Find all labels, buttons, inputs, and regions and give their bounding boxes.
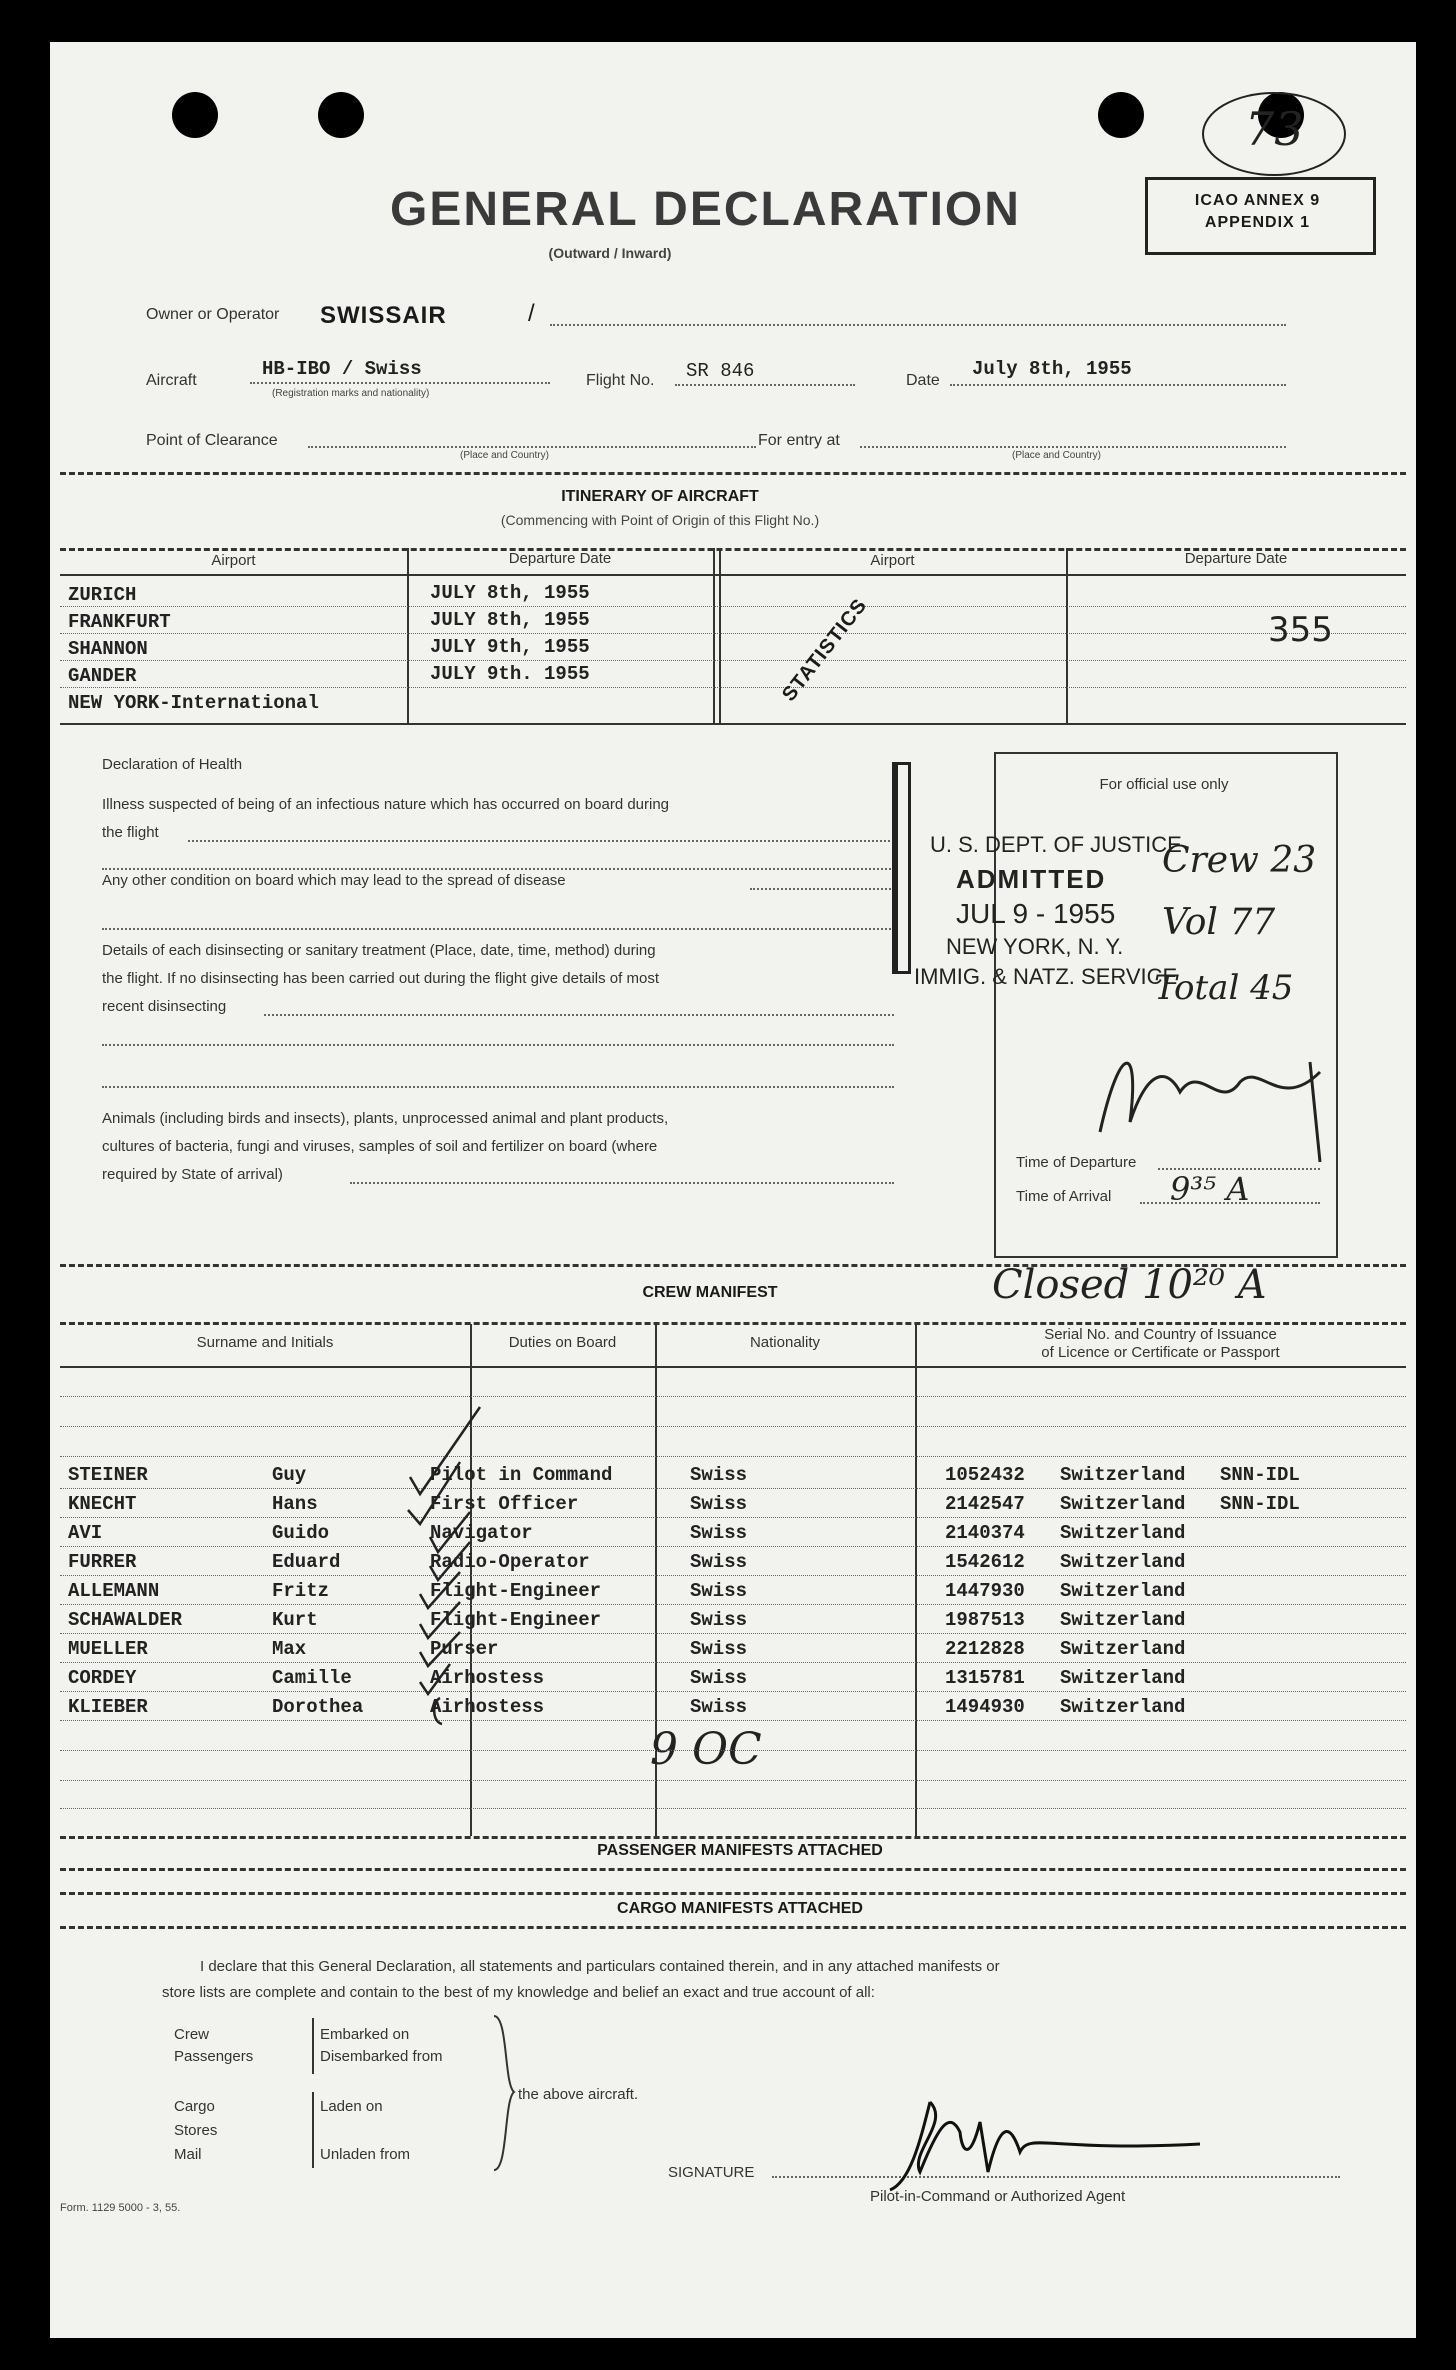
aircraft-label: Aircraft bbox=[146, 372, 197, 389]
crew-country: Switzerland bbox=[1060, 1696, 1186, 1718]
stamp-bracket bbox=[892, 762, 911, 974]
decl-crew: Crew bbox=[174, 2026, 210, 2043]
clearance-label: Point of Clearance bbox=[146, 432, 278, 449]
crew-duty: Airhostess bbox=[430, 1696, 545, 1718]
crew-nationality: Swiss bbox=[690, 1638, 748, 1660]
itinerary-date: JULY 9th. 1955 bbox=[430, 663, 590, 685]
crew-country: Switzerland bbox=[1060, 1580, 1186, 1602]
crew-duty: Flight-Engineer bbox=[430, 1580, 602, 1602]
crew-first-name: Max bbox=[272, 1638, 307, 1660]
itinerary-airport: FRANKFURT bbox=[68, 611, 171, 633]
crew-nationality: Swiss bbox=[690, 1551, 748, 1573]
crew-serial: 1987513 bbox=[945, 1609, 1025, 1631]
punch-hole-right bbox=[1098, 92, 1144, 138]
annex-line-2: APPENDIX 1 bbox=[1204, 214, 1311, 231]
crew-country: Switzerland bbox=[1060, 1551, 1186, 1573]
declaration-form bbox=[50, 42, 1416, 2338]
entry-place-label: (Place and Country) bbox=[1012, 450, 1101, 461]
flight-value: SR 846 bbox=[686, 360, 755, 382]
signature-sublabel: Pilot-in-Command or Authorized Agent bbox=[870, 2188, 1126, 2205]
decl-passengers: Passengers bbox=[174, 2048, 254, 2065]
crew-first-name: Hans bbox=[272, 1493, 318, 1515]
decl-disembarked: Disembarked from bbox=[320, 2048, 443, 2065]
crew-surname: KNECHT bbox=[68, 1493, 137, 1515]
itinerary-date: JULY 8th, 1955 bbox=[430, 582, 590, 604]
arrival-time-label: Time of Arrival bbox=[1016, 1188, 1112, 1205]
admitted-stamp-line-3: JUL 9 - 1955 bbox=[956, 898, 1116, 929]
decl-cargo: Cargo bbox=[174, 2098, 215, 2115]
crew-nationality: Swiss bbox=[690, 1696, 748, 1718]
health-title: Declaration of Health bbox=[102, 756, 243, 773]
crew-country: Switzerland bbox=[1060, 1522, 1186, 1544]
crew-surname: CORDEY bbox=[68, 1667, 137, 1689]
cargo-manifest-title: CARGO MANIFESTS ATTACHED bbox=[617, 1900, 863, 1917]
decl-stores: Stores bbox=[174, 2122, 218, 2139]
crew-serial: 1542612 bbox=[945, 1551, 1025, 1573]
crew-surname: ALLEMANN bbox=[68, 1580, 160, 1602]
date-label: Date bbox=[906, 372, 940, 389]
crew-check-marks bbox=[380, 1402, 520, 1742]
crew-serial: 1315781 bbox=[945, 1667, 1025, 1689]
admitted-stamp-line-5: IMMIG. & NATZ. SERVICE bbox=[914, 964, 1178, 989]
itinerary-subtitle: (Commencing with Point of Origin of this Flight No.) bbox=[500, 512, 820, 528]
official-hand-note-2: Vol 77 bbox=[1162, 902, 1276, 943]
crew-duty: Radio-Operator bbox=[430, 1551, 590, 1573]
itinerary-handwritten-note: 355 bbox=[1268, 610, 1333, 650]
crew-country: Switzerland bbox=[1060, 1464, 1186, 1486]
official-initials bbox=[1080, 1022, 1340, 1172]
itinerary-header-date-1: Departure Date bbox=[508, 550, 612, 567]
departure-time-label: Time of Departure bbox=[1016, 1154, 1137, 1171]
flight-label: Flight No. bbox=[586, 372, 655, 389]
crew-duty: Pilot in Command bbox=[430, 1464, 613, 1486]
crew-country: Switzerland bbox=[1060, 1493, 1186, 1515]
crew-serial: 2142547 bbox=[945, 1493, 1025, 1515]
crew-closed-note: Closed 10²⁰ A bbox=[992, 1262, 1267, 1308]
pilot-signature bbox=[870, 2082, 1210, 2202]
health-disinsect-3: recent disinsecting bbox=[102, 998, 227, 1015]
health-disinsect-2: the flight. If no disinsecting has been carried out during the flight give details of most bbox=[102, 970, 659, 987]
punch-hole-middle bbox=[318, 92, 364, 138]
declaration-line-2: store lists are complete and contain to the best of my knowledge and belief an exact and true account of all: bbox=[162, 1984, 875, 2001]
crew-surname: KLIEBER bbox=[68, 1696, 148, 1718]
crew-duty: First Officer bbox=[430, 1493, 579, 1515]
page-number: 73 bbox=[1245, 102, 1304, 156]
operator-slash: / bbox=[528, 300, 535, 327]
admitted-stamp-line-4: NEW YORK, N. Y. bbox=[946, 934, 1124, 959]
crew-serial: 1052432 bbox=[945, 1464, 1025, 1486]
crew-surname: FURRER bbox=[68, 1551, 137, 1573]
crew-extra: SNN-IDL bbox=[1220, 1464, 1300, 1486]
crew-serial: 1494930 bbox=[945, 1696, 1025, 1718]
arrival-time-value: 9³⁵ A bbox=[1170, 1170, 1250, 1208]
official-hand-note-1: Crew 23 bbox=[1162, 840, 1317, 881]
itinerary-date: JULY 8th, 1955 bbox=[430, 609, 590, 631]
statistics-stamp: STATISTICS bbox=[778, 594, 872, 706]
crew-header-licence: of Licence or Certificate or Passport bbox=[1041, 1344, 1280, 1361]
itinerary-header-airport-2: Airport bbox=[870, 552, 915, 569]
page-title: GENERAL DECLARATION bbox=[390, 183, 1021, 236]
itinerary-airport: GANDER bbox=[68, 665, 137, 687]
page-subtitle: (Outward / Inward) bbox=[548, 245, 672, 261]
crew-first-name: Dorothea bbox=[272, 1696, 364, 1718]
decl-above-aircraft: the above aircraft. bbox=[518, 2086, 639, 2103]
decl-embarked: Embarked on bbox=[320, 2026, 410, 2043]
decl-laden: Laden on bbox=[320, 2098, 383, 2115]
signature-label: SIGNATURE bbox=[668, 2164, 755, 2181]
clearance-place-label: (Place and Country) bbox=[460, 450, 549, 461]
crew-duty: Flight-Engineer bbox=[430, 1609, 602, 1631]
aircraft-value: HB-IBO / Swiss bbox=[262, 358, 422, 380]
crew-duty: Airhostess bbox=[430, 1667, 545, 1689]
admitted-stamp-line-2: ADMITTED bbox=[956, 864, 1107, 894]
crew-nationality: Swiss bbox=[690, 1609, 748, 1631]
punch-hole-left bbox=[172, 92, 218, 138]
decl-mail: Mail bbox=[174, 2146, 202, 2163]
declaration-brace bbox=[490, 2014, 520, 2174]
declaration-line-1: I declare that this General Declaration, all statements and particulars contained therein, and in any attached manifests or bbox=[200, 1958, 1000, 1975]
health-condition: Any other condition on board which may lead to the spread of disease bbox=[102, 872, 566, 889]
health-illness-2: the flight bbox=[102, 824, 159, 841]
form-number: Form. 1129 5000 - 3, 55. bbox=[60, 2202, 181, 2214]
passenger-manifest-title: PASSENGER MANIFESTS ATTACHED bbox=[597, 1842, 883, 1859]
operator-value: SWISSAIR bbox=[320, 302, 447, 329]
crew-duty: Purser bbox=[430, 1638, 499, 1660]
date-value: July 8th, 1955 bbox=[972, 358, 1132, 380]
official-title: For official use only bbox=[1099, 776, 1229, 793]
crew-country: Switzerland bbox=[1060, 1609, 1186, 1631]
crew-surname: MUELLER bbox=[68, 1638, 148, 1660]
crew-nationality: Swiss bbox=[690, 1464, 748, 1486]
crew-manifest-title: CREW MANIFEST bbox=[642, 1284, 778, 1301]
crew-header-duties: Duties on Board bbox=[508, 1334, 617, 1351]
crew-first-name: Camille bbox=[272, 1667, 352, 1689]
operator-label: Owner or Operator bbox=[146, 306, 280, 323]
crew-header-surname: Surname and Initials bbox=[196, 1334, 334, 1351]
crew-surname: AVI bbox=[68, 1522, 103, 1544]
crew-surname: STEINER bbox=[68, 1464, 148, 1486]
itinerary-airport: ZURICH bbox=[68, 584, 137, 606]
crew-nationality: Swiss bbox=[690, 1522, 748, 1544]
crew-country: Switzerland bbox=[1060, 1667, 1186, 1689]
itinerary-airport: SHANNON bbox=[68, 638, 148, 660]
crew-hand-note: 9 OC bbox=[650, 1724, 762, 1775]
crew-header-nationality: Nationality bbox=[749, 1334, 821, 1351]
official-hand-note-3: Total 45 bbox=[1154, 968, 1294, 1008]
itinerary-date: JULY 9th, 1955 bbox=[430, 636, 590, 658]
itinerary-header-date-2: Departure Date bbox=[1184, 550, 1288, 567]
crew-nationality: Swiss bbox=[690, 1580, 748, 1602]
itinerary-airport: NEW YORK-International bbox=[68, 692, 319, 714]
crew-extra: SNN-IDL bbox=[1220, 1493, 1300, 1515]
crew-first-name: Guy bbox=[272, 1464, 307, 1486]
crew-country: Switzerland bbox=[1060, 1638, 1186, 1660]
decl-unladen: Unladen from bbox=[320, 2146, 411, 2163]
crew-first-name: Kurt bbox=[272, 1609, 318, 1631]
health-animals-3: required by State of arrival) bbox=[102, 1166, 283, 1183]
crew-duty: Navigator bbox=[430, 1522, 533, 1544]
admitted-stamp-line-1: U. S. DEPT. OF JUSTICE bbox=[930, 832, 1182, 857]
health-disinsect-1: Details of each disinsecting or sanitary treatment (Place, date, time, method) during bbox=[102, 942, 656, 959]
itinerary-header-airport-1: Airport bbox=[211, 552, 256, 569]
entry-label: For entry at bbox=[758, 432, 840, 449]
crew-surname: SCHAWALDER bbox=[68, 1609, 183, 1631]
crew-first-name: Guido bbox=[272, 1522, 330, 1544]
health-animals-1: Animals (including birds and insects), plants, unprocessed animal and plant products, bbox=[102, 1110, 669, 1127]
crew-serial: 2140374 bbox=[945, 1522, 1025, 1544]
crew-serial: 1447930 bbox=[945, 1580, 1025, 1602]
crew-first-name: Fritz bbox=[272, 1580, 330, 1602]
crew-first-name: Eduard bbox=[272, 1551, 341, 1573]
aircraft-sublabel: (Registration marks and nationality) bbox=[272, 388, 430, 399]
crew-serial: 2212828 bbox=[945, 1638, 1025, 1660]
crew-header-serial: Serial No. and Country of Issuance bbox=[1044, 1326, 1277, 1343]
health-illness-1: Illness suspected of being of an infectious nature which has occurred on board during bbox=[102, 796, 670, 813]
crew-nationality: Swiss bbox=[690, 1667, 748, 1689]
crew-nationality: Swiss bbox=[690, 1493, 748, 1515]
itinerary-title: ITINERARY OF AIRCRAFT bbox=[561, 488, 759, 505]
health-animals-2: cultures of bacteria, fungi and viruses, samples of soil and fertilizer on board (where bbox=[102, 1138, 658, 1155]
annex-line-1: ICAO ANNEX 9 bbox=[1194, 192, 1321, 209]
